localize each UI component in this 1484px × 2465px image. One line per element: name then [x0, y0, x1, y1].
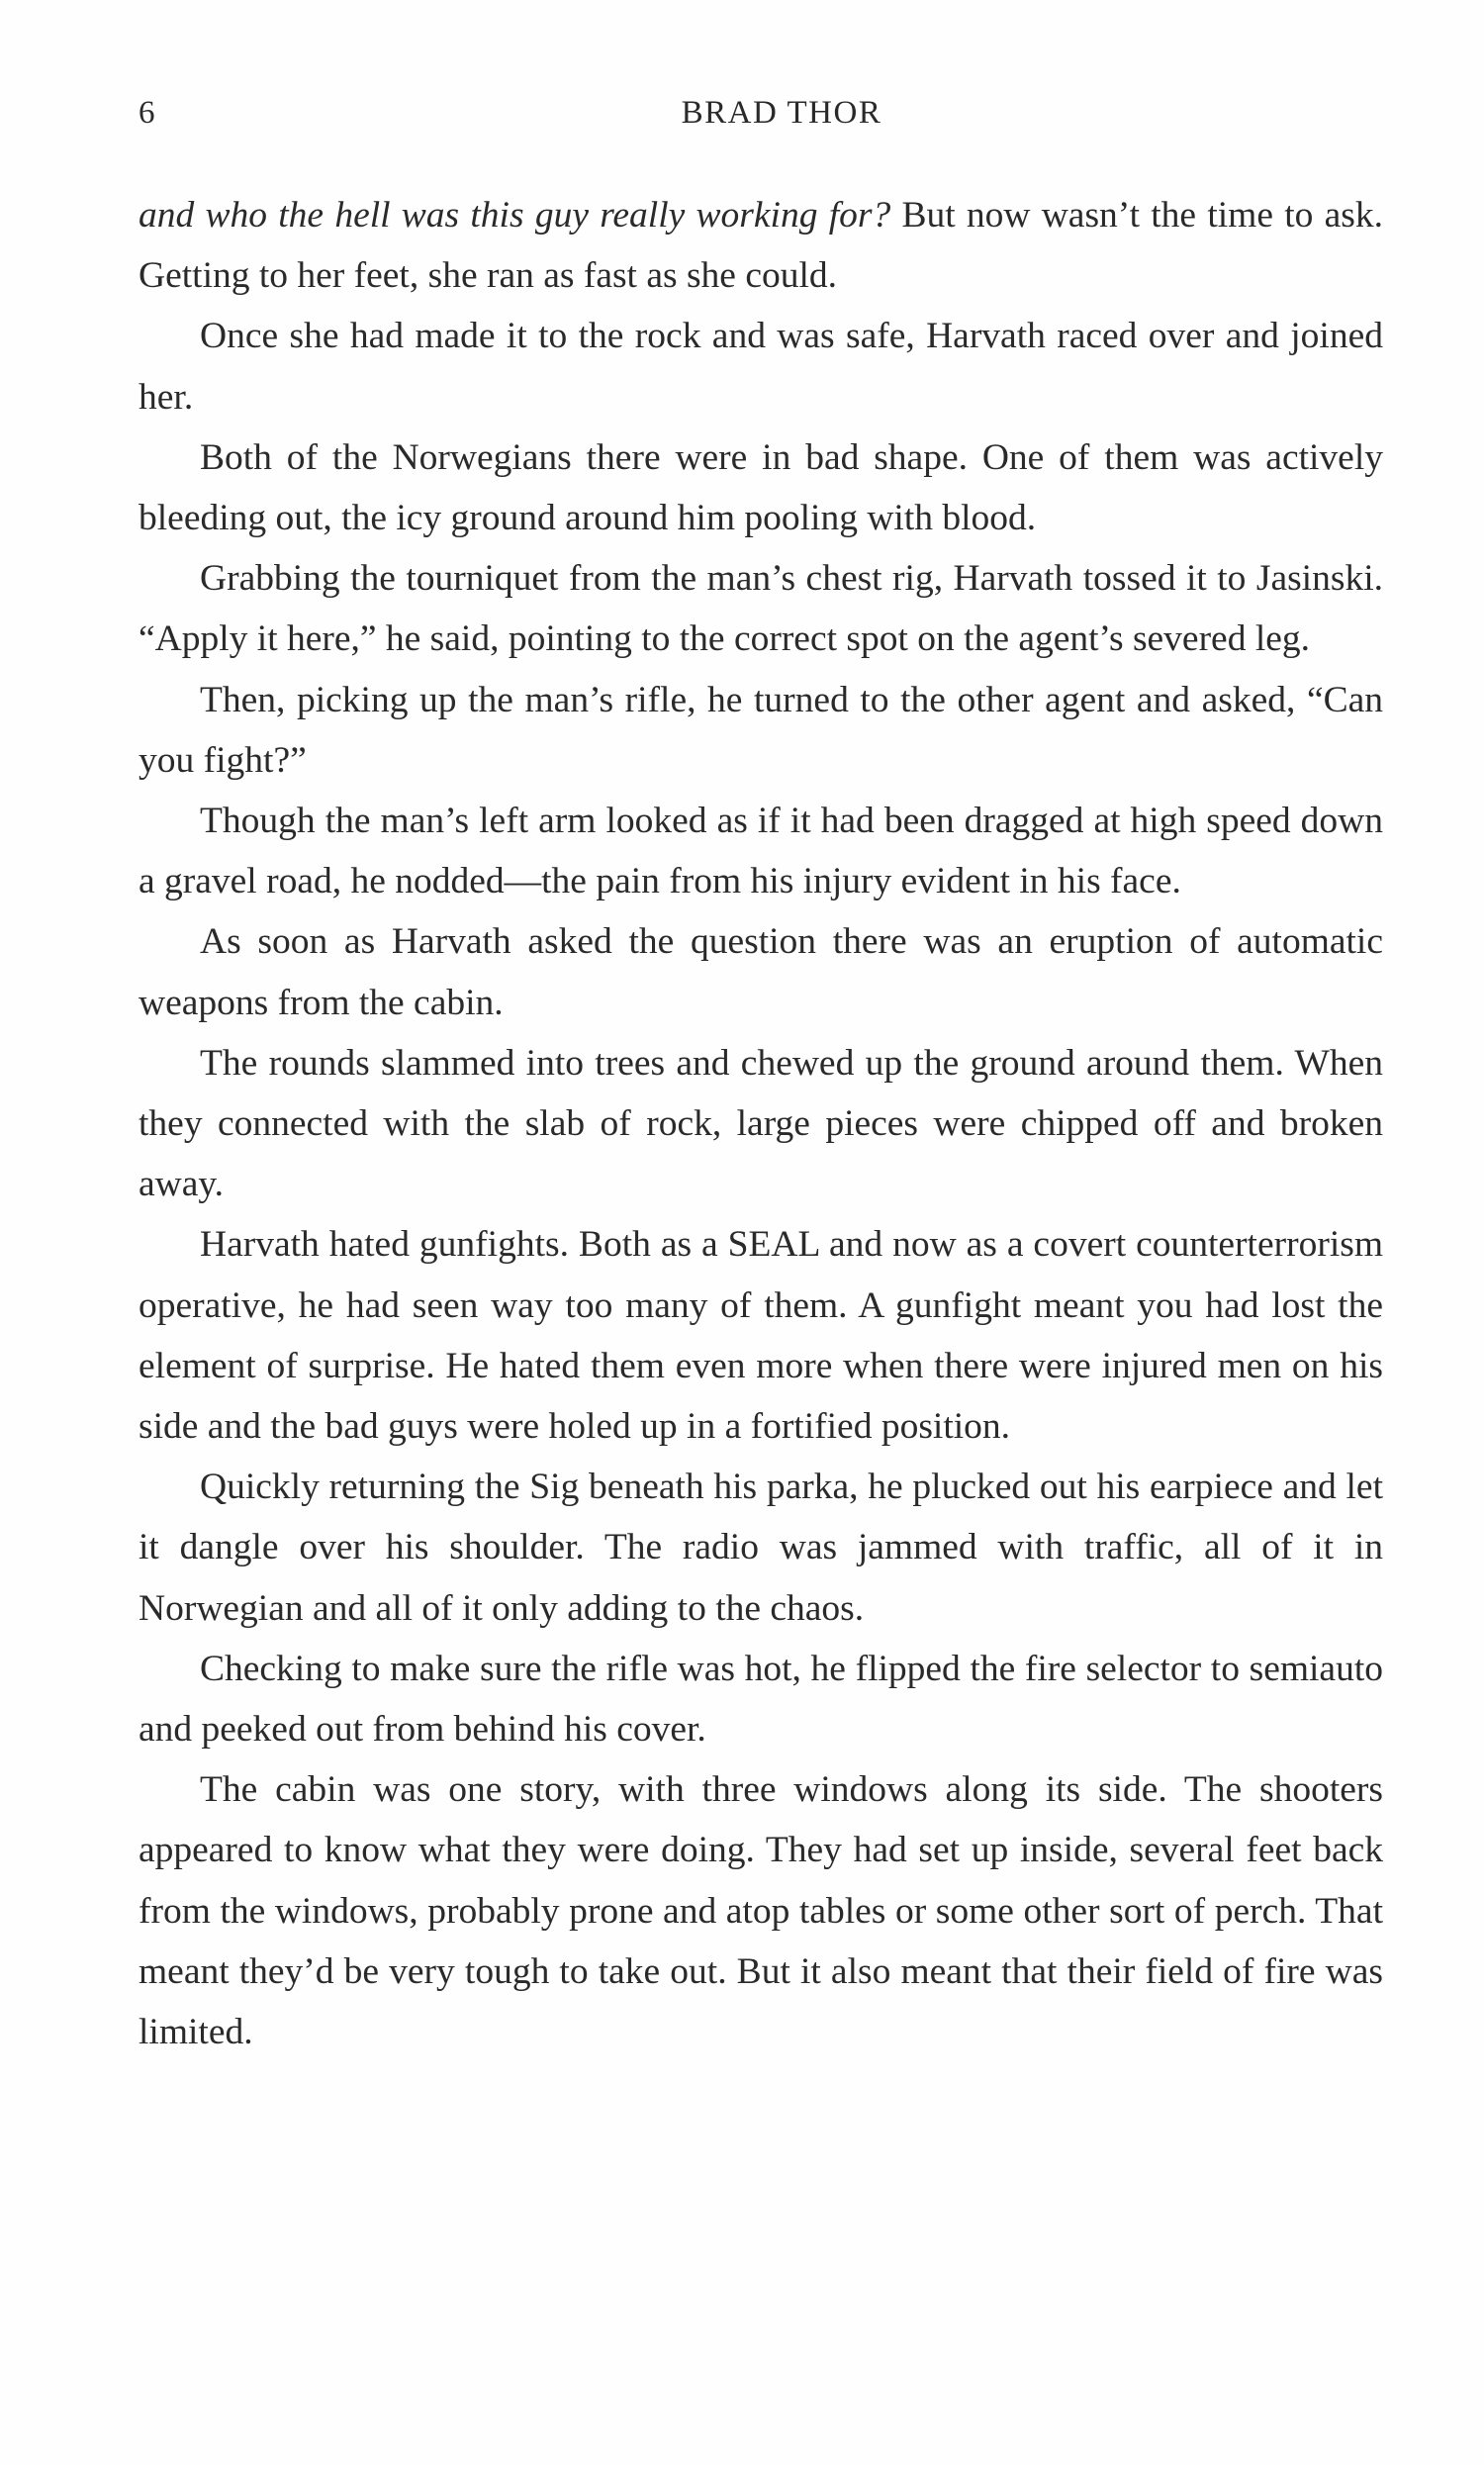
running-head [139, 95, 1385, 144]
paragraph: Quickly returning the Sig beneath his parka, he plucked out his earpiece and let it dangle over his shoulder. The radio was jammed with traffic, all of it in Norwegian and all of it only adding to the chaos. [139, 1467, 1383, 1629]
paragraph: Both of the Norwegians there were in bad shape. One of them was actively bleeding out, the icy ground around him pooling with blood. [139, 436, 1383, 539]
page-number: 6 [139, 95, 156, 131]
paragraph: Checking to make sure the rifle was hot, he flipped the fire selector to semiauto and peeked out from behind his cover. [139, 1648, 1383, 1751]
body-text [139, 185, 1383, 2062]
paragraph [139, 185, 1383, 306]
running-head-title: BRAD THOR [681, 95, 882, 131]
italic-lead: and who the hell was this guy really working for? [139, 195, 891, 236]
paragraph: Harvath hated gunfights. Both as a SEAL and now as a covert counterterrorism operative, he had seen way too many of them. A gunfight meant you had lost the element of surprise. He hated them even more when there were injured men on his side and the bad guys were holed up in a fortified position. [139, 1224, 1383, 1448]
paragraph: Though the man’s left arm looked as if it had been dragged at high speed down a gravel road, he nodded—the pain from his injury evident in his face. [139, 801, 1383, 902]
paragraph: As soon as Harvath asked the question there was an eruption of automatic weapons from the cabin. [139, 921, 1383, 1023]
paragraph: Grabbing the tourniquet from the man’s chest rig, Harvath tossed it to Jasinski. “Apply it here,” he said, pointing to the correct spot on the agent’s severed leg. [139, 558, 1383, 660]
paragraph: Then, picking up the man’s rifle, he turned to the other agent and asked, “Can you fight?” [139, 679, 1383, 781]
paragraph-text: But now wasn’t the time to ask. Getting to her feet, she ran as fast as she could. [139, 195, 1383, 297]
paragraph: Once she had made it to the rock and was safe, Harvath raced over and joined her. [139, 316, 1383, 418]
paragraph: The rounds slammed into trees and chewed up the ground around them. When they connected with the slab of rock, large pieces were chipped off and broken away. [139, 1042, 1383, 1205]
paragraph: The cabin was one story, with three windows along its side. The shooters appeared to know what they were doing. They had set up inside, several feet back from the windows, probably prone and atop tables or some other sort of perch. That meant they’d be very tough to take out. But it also meant that their field of fire was limited. [139, 1769, 1383, 2053]
